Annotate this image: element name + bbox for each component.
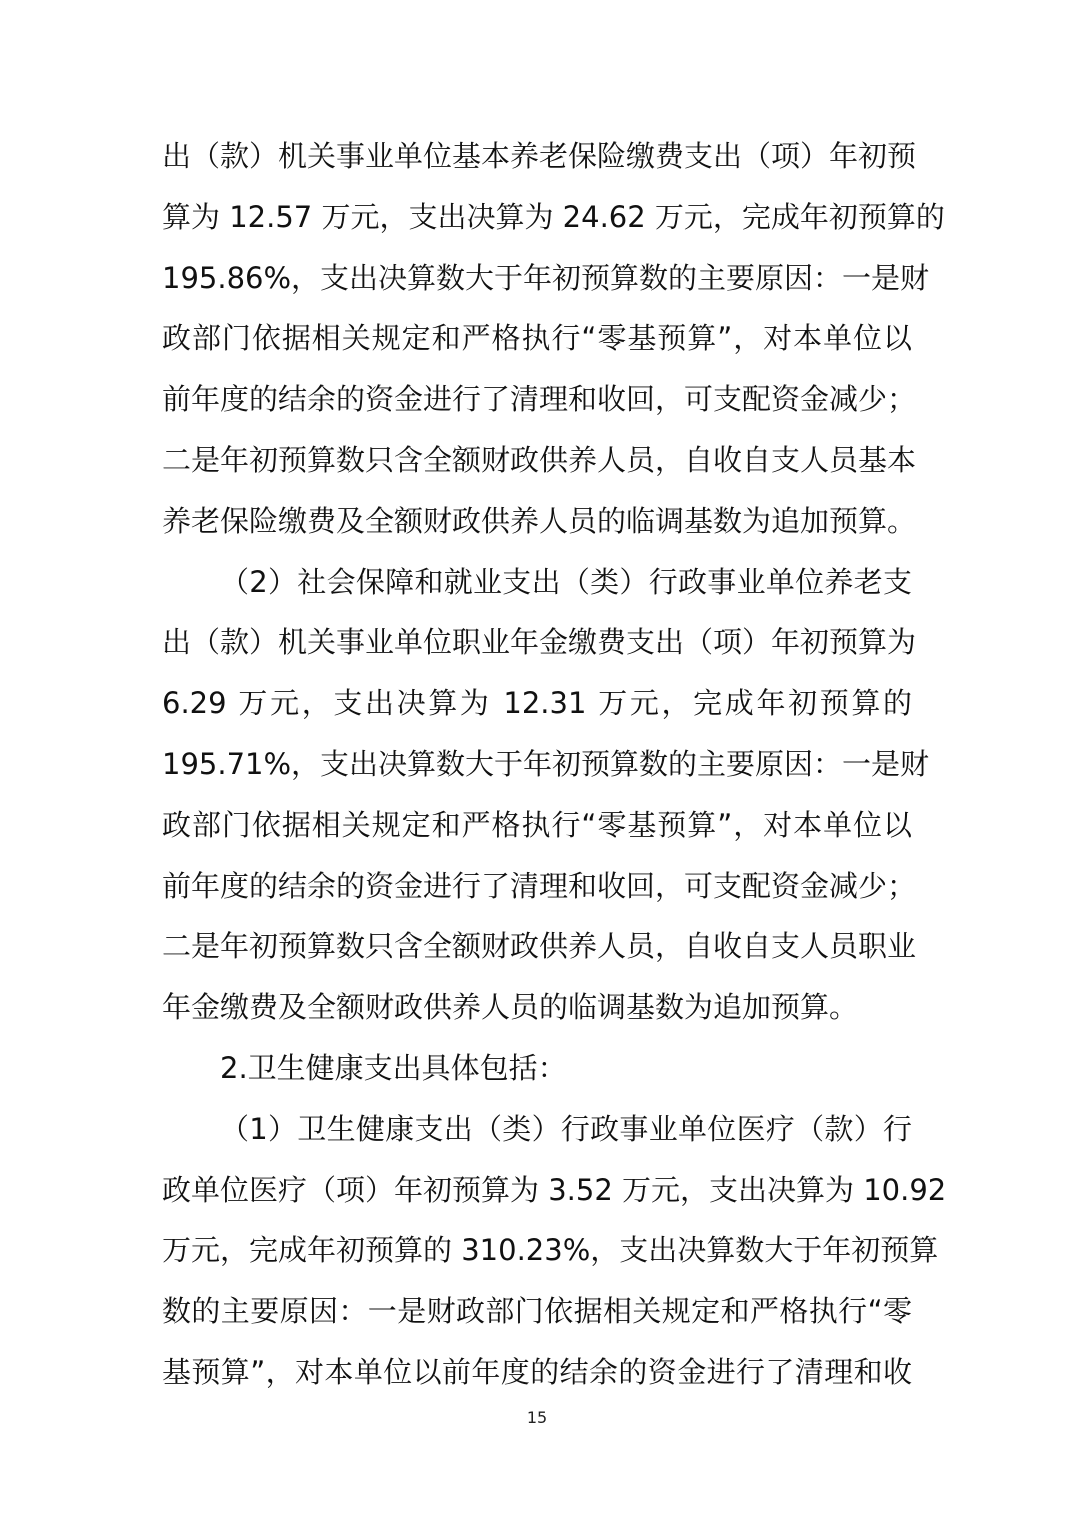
text-line: 基预算”，对本单位以前年度的结余的资金进行了清理和收 — [162, 1354, 912, 1389]
paragraph-first-line: （2）社会保障和就业支出（类）行政事业单位养老支 — [220, 564, 912, 599]
text-line: 万元，完成年初预算的 310.23%，支出决算数大于年初预算 — [162, 1233, 939, 1268]
text-line: 出（款）机关事业单位职业年金缴费支出（项）年初预算为 — [162, 625, 917, 660]
text-line: 6.29 万元，支出决算为 12.31 万元，完成年初预算的 — [162, 686, 912, 721]
text-line: 政部门依据相关规定和严格执行“零基预算”，对本单位以 — [162, 321, 912, 356]
text-line: 前年度的结余的资金进行了清理和收回，可支配资金减少； — [162, 868, 917, 903]
text-line: 出（款）机关事业单位基本养老保险缴费支出（项）年初预 — [162, 139, 917, 173]
text-line: 数的主要原因：一是财政部门依据相关规定和严格执行“零 — [162, 1294, 912, 1329]
text-line: 养老保险缴费及全额财政供养人员的临调基数为追加预算。 — [162, 503, 917, 538]
text-line: 195.71%，支出决算数大于年初预算数的主要原因：一是财 — [162, 746, 930, 781]
text-line: 195.86%，支出决算数大于年初预算数的主要原因：一是财 — [162, 260, 930, 295]
text-line: 前年度的结余的资金进行了清理和收回，可支配资金减少； — [162, 382, 917, 417]
text-line: 政单位医疗（项）年初预算为 3.52 万元，支出决算为 10.92 — [162, 1172, 947, 1207]
text-line: 算为 12.57 万元，支出决算为 24.62 万元，完成年初预算的 — [162, 199, 945, 234]
body-text — [162, 126, 947, 1403]
section-heading: 2.卫生健康支出具体包括： — [220, 1050, 567, 1085]
page-number: 15 — [526, 1408, 548, 1427]
text-line: 二是年初预算数只含全额财政供养人员，自收自支人员基本 — [162, 442, 917, 477]
text-line: 二是年初预算数只含全额财政供养人员，自收自支人员职业 — [162, 929, 917, 964]
text-line: 年金缴费及全额财政供养人员的临调基数为追加预算。 — [162, 990, 859, 1025]
text-line: 政部门依据相关规定和严格执行“零基预算”，对本单位以 — [162, 807, 912, 842]
paragraph-first-line: （1）卫生健康支出（类）行政事业单位医疗（款）行 — [220, 1111, 912, 1146]
